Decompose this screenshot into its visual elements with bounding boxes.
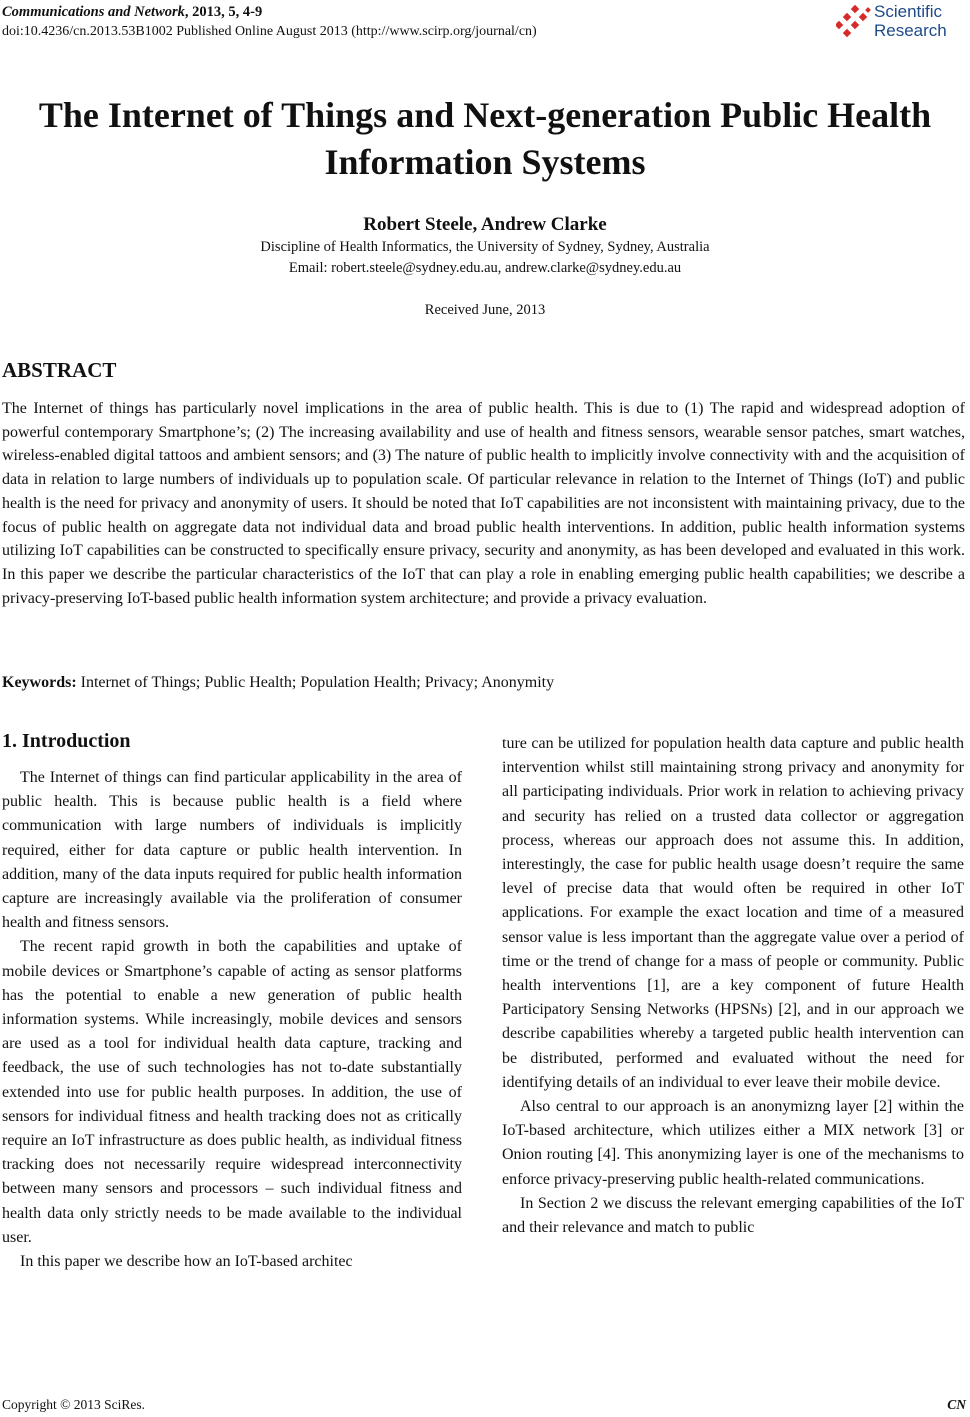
journal-name: Communications and Network bbox=[2, 4, 185, 20]
logo-wordmark bbox=[874, 2, 947, 40]
body-paragraph: ture can be utilized for population health data capture and public health intervention whilst still maintaining strong privacy and anonymity for all participating individuals. Prior work in relation to achieving privacy and security has relied on a trusted data collector or aggregation process, whereas our approach does not assume this. In addition, interestingly, the case for public health usage doesn’t require the same level of precise data that would often be required in other IoT applications. For example the exact location and time of a measured sensor value is less important than the aggregate value over a period of time or the trend of change for a mass of people or community. Public health interventions [1], are a key component of future Health Participatory Sensing Networks (HPSNs) [2], and in our approach we describe capabilities whereby a targeted public health intervention can be distributed, performed and evaluated without the need for identifying details of an individual to ever leave their mobile device. bbox=[502, 735, 964, 1091]
footer-journal-abbr: CN bbox=[947, 1397, 966, 1412]
abstract-body: The Internet of things has particularly novel implications in the area of public health. This is due to (1) The rapid and widespread adoption of powerful contemporary Smartphone’s; (2) The increasing availability and use of health and fitness sensors, wearable sensor patches, smart watches, wireless-enabled digital tattoos and ambient sensors; and (3) The nature of public health to implicitly involve connectivity with and the acquisition of data in relation to large numbers of individuals up to population scale. Of particular relevance in relation to the Internet of Things (IoT) and public health is the need for privacy and anonymity of users. It should be noted that IoT capabilities are not inconsistent with maintaining privacy, due to the focus of public health on aggregate data not individual data and broad public health interventions. In addition, public health information systems utilizing IoT capabilities can be constructed to specifically ensure privacy, security and anonymity, as has been developed and evaluated in this work. In this paper we describe the particular characteristics of the IoT that can play a role in enabling emerging public health capabilities; we describe a privacy-preserving IoT-based public health information system architecture; and provide a privacy evaluation. bbox=[2, 400, 965, 607]
body-paragraph: The Internet of things can find particular applicability in the area of public health. This is because public health is a field where communication with large numbers of individuals is implicitly required, either for data capture or public health intervention. In addition, many of the data inputs required for public health information capture are increasingly available via the proliferation of consumer health and fitness sensors. bbox=[2, 769, 462, 932]
doi-line: doi:10.4236/cn.2013.53B1002 Published Online August 2013 (http://www.scirp.org/journal/cn) bbox=[2, 24, 537, 39]
logo-line-1: Scientific bbox=[874, 2, 943, 21]
right-column bbox=[502, 732, 964, 1240]
paper-authors: Robert Steele, Andrew Clarke bbox=[363, 214, 607, 235]
paper-title: The Internet of Things and Next-generation Public Health Information Systems bbox=[38, 95, 932, 182]
footer-copyright: Copyright © 2013 SciRes. bbox=[2, 1397, 146, 1412]
body-paragraph: The recent rapid growth in both the capabilities and uptake of mobile devices or Smartphone’s capable of acting as sensor platforms has the potential to enable a new generation of public health information systems. While increasingly, mobile devices and sensors are used as a tool for individual health data capture, tracking and feedback, the use of such technologies has not to-date substantially extended into use for public health purposes. In addition, the use of sensors for individual fitness and health tracking does not as critically require an IoT infrastructure as does public health, as individual fitness tracking does not necessarily require widespread interconnectivity between many sensors and processors – such individual fitness and health data only strictly needs to be made available to the individual user. bbox=[2, 938, 462, 1246]
journal-info: , 2013, 5, 4-9 bbox=[184, 4, 263, 20]
keywords-text: Internet of Things; Public Health; Population Health; Privacy; Anonymity bbox=[76, 674, 555, 691]
logo-mark-icon bbox=[836, 4, 876, 44]
author-email: Email: robert.steele@sydney.edu.au, andrew.clarke@sydney.edu.au bbox=[288, 260, 682, 276]
publisher-logo bbox=[836, 2, 966, 46]
author-affiliation: Discipline of Health Informatics, the University of Sydney, Sydney, Australia bbox=[260, 239, 710, 255]
section-heading: 1. Introduction bbox=[2, 730, 131, 752]
logo-line-2: Research bbox=[874, 21, 947, 40]
left-column bbox=[2, 766, 462, 1274]
keywords-label: Keywords: bbox=[2, 674, 77, 691]
journal-header bbox=[2, 2, 537, 42]
journal-line bbox=[2, 2, 537, 22]
keywords-line bbox=[2, 674, 554, 692]
abstract-heading: ABSTRACT bbox=[2, 358, 117, 382]
received-date: Received June, 2013 bbox=[424, 302, 546, 318]
body-paragraph: In this paper we describe how an IoT-based architec bbox=[20, 1253, 353, 1271]
body-paragraph: Also central to our approach is an anonymizng layer [2] within the IoT-based architecture, which utilizes either a MIX network [3] or Onion routing [4]. This anonymizing layer is one of the mechanisms to enforce privacy-preserving public health-related communications. bbox=[502, 1098, 964, 1188]
body-paragraph: In Section 2 we discuss the relevant emerging capabilities of the IoT and their relevance and match to public bbox=[502, 1194, 964, 1237]
